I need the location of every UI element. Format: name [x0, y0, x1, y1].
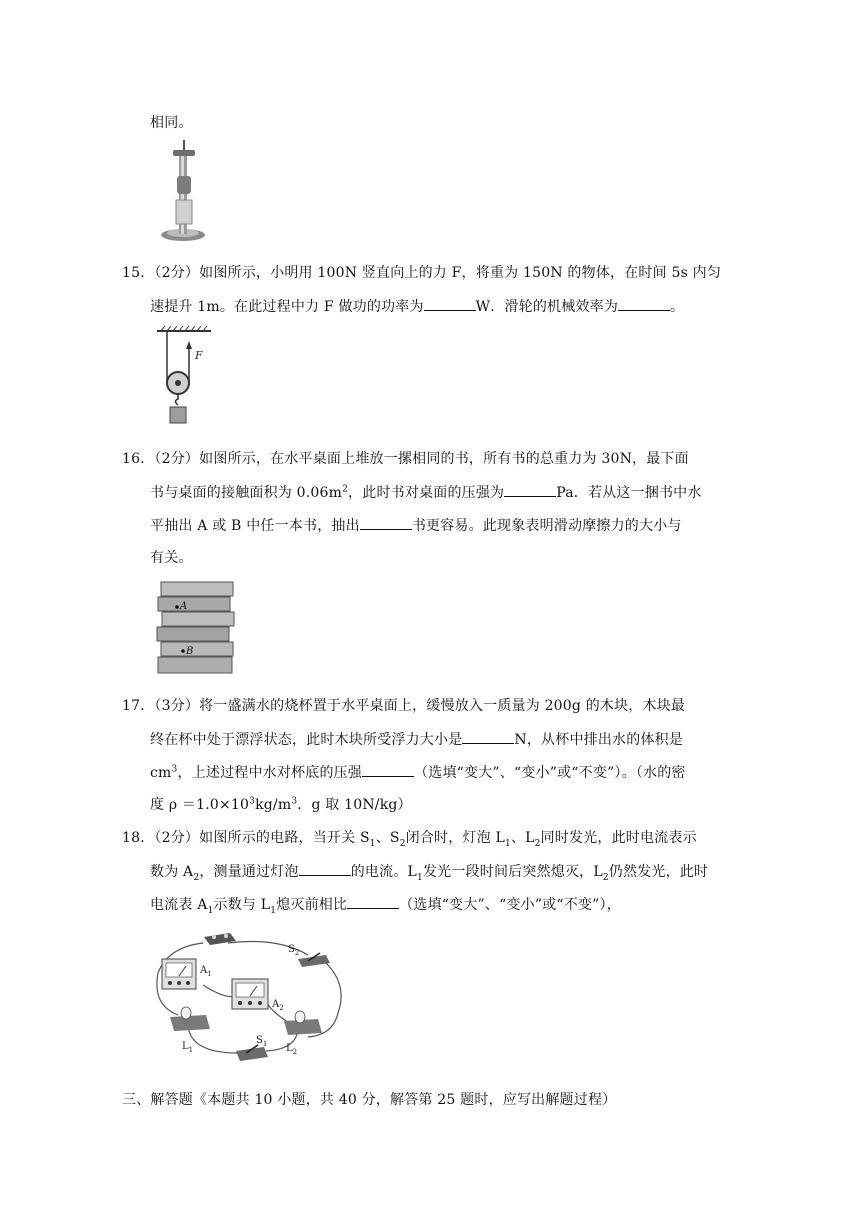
svg-text:L1: $L_1$	[182, 1041, 194, 1054]
q16-blank-1	[504, 482, 556, 497]
circuit-bulb-l2	[284, 1011, 322, 1056]
q14-tail: 相同。	[150, 115, 193, 131]
q15-line2: 速提升 1m。在此过程中力 F 做功的功率为 W．滑轮的机械效率为 。	[150, 296, 684, 317]
q16-line1: 16．（2分）如图所示，在水平桌面上堆放一摞相同的书，所有书的总重力为 30N，最下面	[122, 451, 689, 467]
circuit-switch-s1	[236, 1035, 268, 1061]
section3-heading: 三、解答题《本题共 10 小题，共 40 分，解答第 25 题时，应写出解题过程）	[122, 1092, 617, 1108]
q18-line2: 数为 $A_2$，测量通过灯泡 的电流。$L_1$发光一段时间后突然熄灭，$L_2$仍然发光，此时	[150, 861, 708, 882]
q15-blank-2	[618, 296, 670, 311]
q16-line3: 平抽出 A 或 B 中任一本书，抽出 书更容易。此现象表明滑动摩擦力的大小与	[150, 515, 682, 536]
q16-book-label-a: A	[180, 601, 188, 612]
circuit-switch-s2	[288, 944, 330, 967]
q16-book-label-b: B	[186, 646, 194, 657]
q18-line1: 18．（2分）如图所示的电路，当开关 $S_1$、$S_2$闭合时，灯泡 $L_1$、$L_2$同时发光，此时电流表示	[122, 830, 697, 849]
q14-figure-stand	[155, 140, 215, 245]
svg-text:A2: $A_2$	[272, 999, 284, 1012]
q17-line1: 17．（3分）将一盛满水的烧杯置于水平桌面上，缓慢放入一质量为 200g 的木块，木块最	[122, 698, 686, 714]
q15-line1: 15．（2分）如图所示，小明用 100N 竖直向上的力 F，将重为 150N 的物体，在时间 5s 内匀	[122, 265, 722, 281]
q18-blank-1	[299, 861, 351, 876]
q16-blank-2	[360, 515, 412, 530]
svg-text:S2: $S_2$	[288, 944, 300, 957]
q17-line2: 终在杯中处于漂浮状态，此时木块所受浮力大小是 N，从杯中排出水的体积是	[150, 729, 683, 750]
svg-text:A1: $A_1$	[200, 965, 212, 978]
q17-blank-2	[362, 762, 414, 777]
q17-line4: 度 $\rho =1.0\times 10^3kg/m^3$．g 取 10N/kg）	[150, 796, 412, 813]
q17-blank-1	[462, 729, 514, 744]
q16-figure-books	[155, 580, 237, 678]
q18-figure-circuit	[148, 925, 356, 1073]
circuit-ammeter-a1	[162, 959, 212, 989]
q16-line2: 书与桌面的接触面积为 $0.06m^2$，此时书对桌面的压强为 Pa．若从这一捆书中水	[150, 482, 702, 503]
q16-line4: 有关。	[150, 550, 193, 566]
svg-text:S1: $S_1$	[256, 1035, 268, 1048]
q15-force-label: F	[195, 349, 203, 362]
q18-line3: 电流表 $A_1$示数与 $L_1$熄灭前相比 （选填“变大”、“变小”或“不变”），	[150, 894, 621, 915]
q18-blank-2	[347, 894, 399, 909]
q17-line3: $cm^3$，上述过程中水对杯底的压强 （选填“变大”、“变小”或“不变”）。（水的密	[150, 762, 686, 783]
svg-text:L2: $L_2$	[286, 1043, 298, 1056]
q15-figure-pulley	[155, 325, 217, 427]
circuit-ammeter-a2	[232, 979, 284, 1012]
q15-blank-1	[424, 296, 476, 311]
